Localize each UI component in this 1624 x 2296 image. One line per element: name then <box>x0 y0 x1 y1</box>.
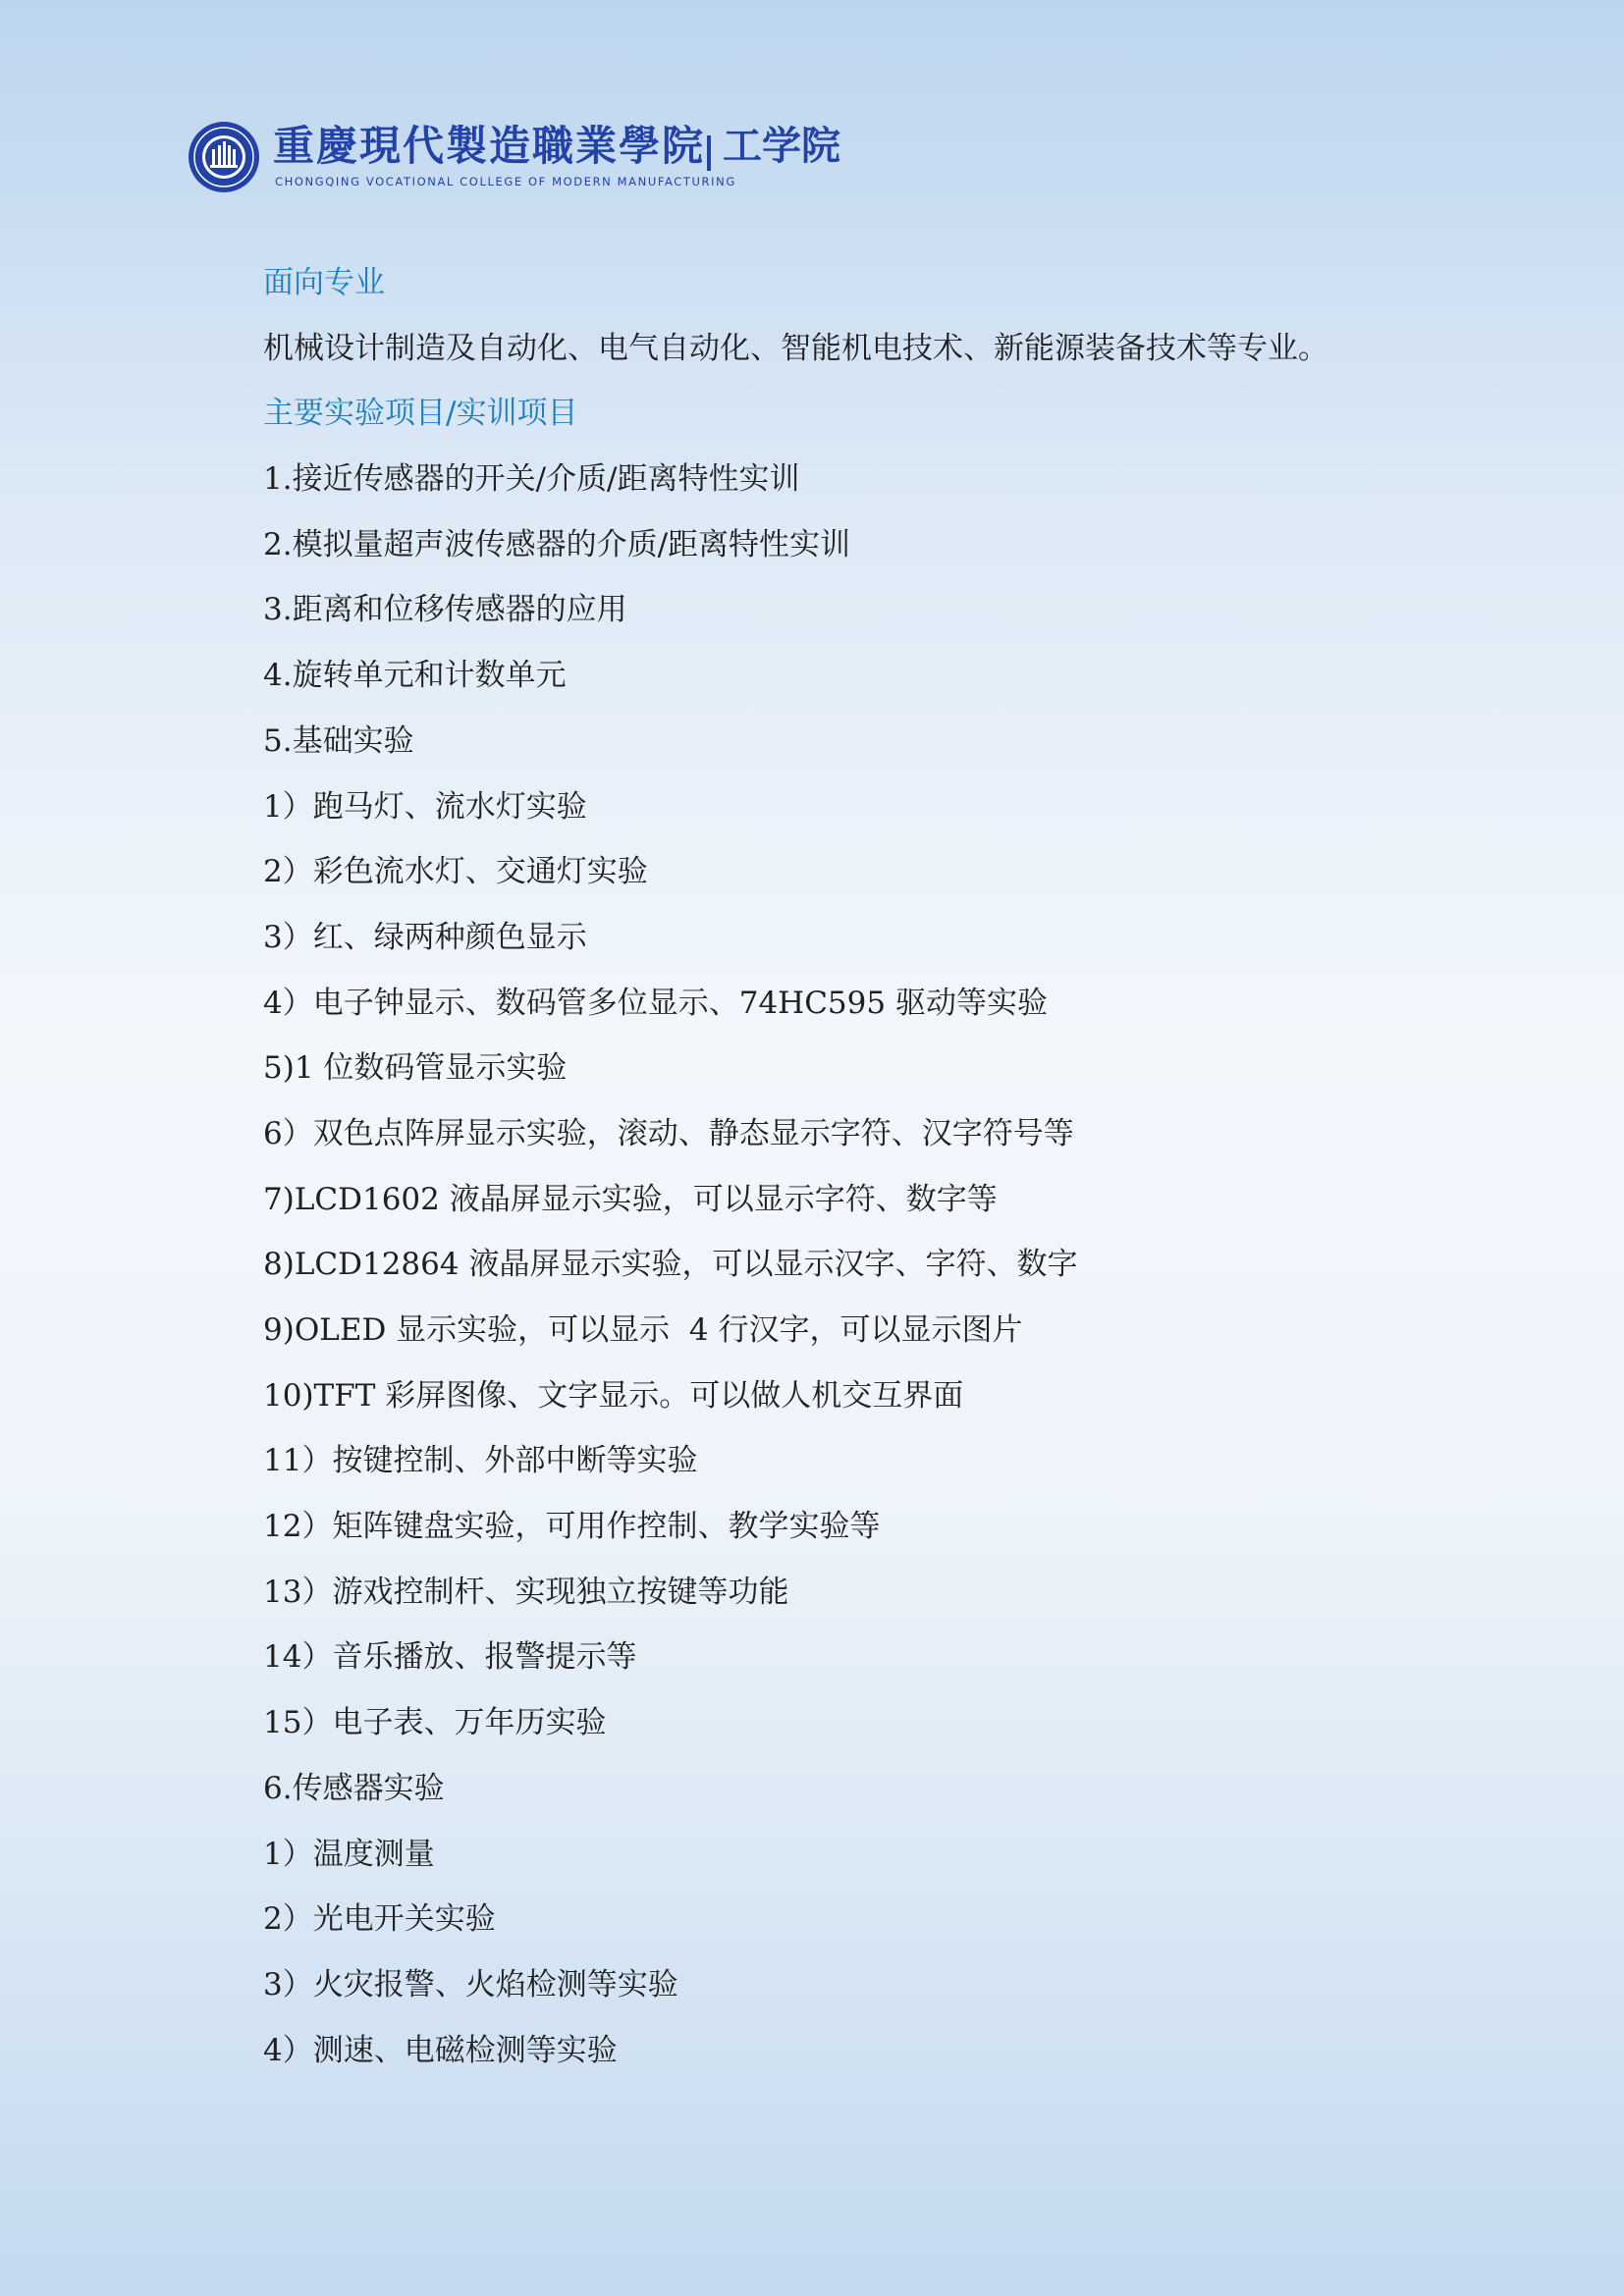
project-line: 4.旋转单元和计数单元 <box>263 658 567 694</box>
project-line: 15）电子表、万年历实验 <box>263 1705 607 1741</box>
project-line: 1）跑马灯、流水灯实验 <box>263 788 587 825</box>
project-line: 3）红、绿两种颜色显示 <box>263 919 587 955</box>
project-line: 14）音乐播放、报警提示等 <box>263 1639 637 1676</box>
project-line: 10)TFT 彩屏图像、文字显示。可以做人机交互界面 <box>263 1377 964 1414</box>
project-line: 7)LCD1602 液晶屏显示实验，可以显示字符、数字等 <box>263 1181 998 1217</box>
project-line: 9)OLED 显示实验，可以显示 4 行汉字，可以显示图片 <box>263 1312 1023 1348</box>
project-line: 13）游戏控制杆、实现独立按键等功能 <box>263 1574 789 1610</box>
department-name: 工学院 <box>723 124 840 169</box>
project-line: 3）火灾报警、火焰检测等实验 <box>263 1966 678 2002</box>
college-name-english: CHONGQING VOCATIONAL COLLEGE OF MODERN MANUFACTURING <box>275 175 736 188</box>
project-line: 1）温度测量 <box>263 1836 435 1872</box>
page-header <box>187 116 1070 198</box>
project-line: 2）光电开关实验 <box>263 1901 496 1938</box>
project-line: 1.接近传感器的开关/介质/距离特性实训 <box>263 461 800 498</box>
header-divider <box>707 135 711 171</box>
project-line: 5.基础实验 <box>263 722 414 759</box>
majors-text: 机械设计制造及自动化、电气自动化、智能机电技术、新能源装备技术等专业。 <box>263 330 1328 366</box>
project-line: 12）矩阵键盘实验，可用作控制、教学实验等 <box>263 1509 881 1545</box>
project-line: 3.距离和位移传感器的应用 <box>263 592 627 628</box>
project-line: 4）电子钟显示、数码管多位显示、74HC595 驱动等实验 <box>263 985 1048 1021</box>
project-line: 2）彩色流水灯、交通灯实验 <box>263 854 648 890</box>
college-name: 重慶現代製造職業學院 <box>273 122 706 170</box>
college-seal-icon <box>187 120 261 194</box>
project-line: 5)1 位数码管显示实验 <box>263 1050 568 1087</box>
project-line: 11）按键控制、外部中断等实验 <box>263 1443 698 1479</box>
project-line: 6.传感器实验 <box>263 1770 445 1806</box>
section-heading-projects: 主要实验项目/实训项目 <box>263 396 578 432</box>
project-line: 4）测速、电磁检测等实验 <box>263 2032 618 2068</box>
document-body <box>263 250 1500 2083</box>
project-line: 6）双色点阵屏显示实验，滚动、静态显示字符、汉字符号等 <box>263 1115 1074 1151</box>
project-line: 8)LCD12864 液晶屏显示实验，可以显示汉字、字符、数字 <box>263 1247 1078 1283</box>
section-heading-majors: 面向专业 <box>263 265 385 300</box>
project-line: 2.模拟量超声波传感器的介质/距离特性实训 <box>263 526 851 562</box>
